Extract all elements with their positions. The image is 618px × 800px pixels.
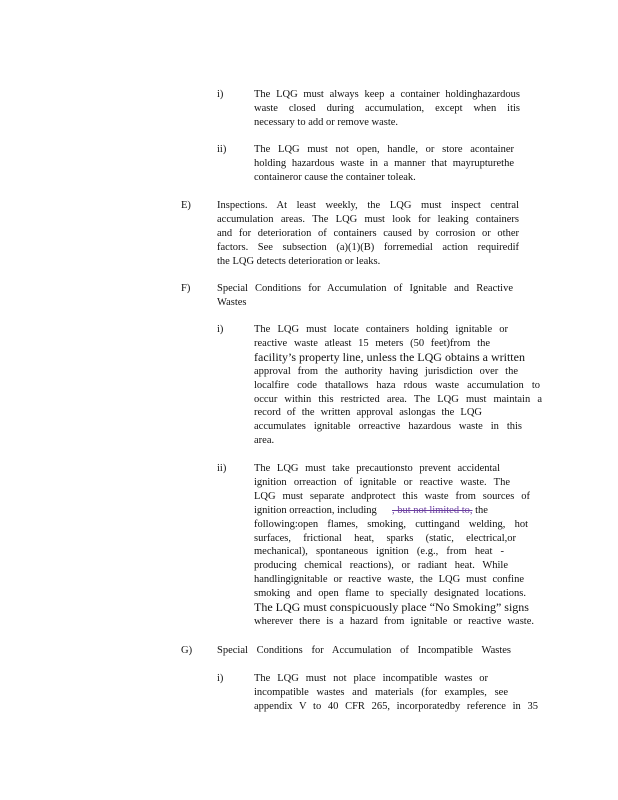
paragraph-e-i xyxy=(254,88,520,130)
paragraph-e-inspections xyxy=(217,199,519,269)
text-line: The LQG must not open, handle, or store acontainer xyxy=(254,144,514,155)
text-line: producing chemical reactions), or radiant heat. While xyxy=(254,560,508,572)
heading-g-incompatible xyxy=(217,644,513,658)
text-line: The LQG must conspicuously place “No Smoking” signs xyxy=(254,600,529,615)
text-line: ignition orreaction of ignitable or reactive waste. The xyxy=(254,476,510,488)
item-label-e-i: i) xyxy=(217,89,224,100)
paragraph-g-i xyxy=(254,672,538,714)
text-segment: ignition orreaction, including xyxy=(254,504,377,516)
text-line: smoking and open flame to specially designated locations. xyxy=(254,588,526,600)
text-line: surfaces, frictional heat, sparks (static, electrical,or xyxy=(254,532,516,544)
paragraph-f-i xyxy=(254,323,542,448)
text-line: facility’s property line, unless the LQG obtains a written xyxy=(254,349,525,364)
text-line: The LQG must locate containers holding ignitable or xyxy=(254,324,508,335)
text-line: the LQG detects deterioration or leaks. xyxy=(217,255,381,267)
text-line: incompatible wastes and materials (for examples, see xyxy=(254,686,508,698)
section-label-e: E) xyxy=(181,200,191,211)
text-line: necessary to add or remove waste. xyxy=(254,116,399,128)
text-line: following:open flames, smoking, cuttingand welding, hot xyxy=(254,518,528,530)
text-line: holding hazardous waste in a manner that mayrupturethe xyxy=(254,157,514,169)
text-line-with-strikethrough xyxy=(254,504,530,518)
text-line: handlingignitable or reactive waste, the LQG must confine xyxy=(254,574,524,586)
section-label-g: G) xyxy=(181,645,193,656)
text-line: LQG must separate andprotect this waste from sources of xyxy=(254,490,530,502)
text-line: localfire code thatallows haza rdous waste accumulation to xyxy=(254,379,540,391)
text-line: reactive waste atleast 15 meters (50 feet)from the xyxy=(254,337,490,349)
text-line: accumulates ignitable orreactive hazardous waste in this xyxy=(254,421,522,433)
text-line: Special Conditions for Accumulation of Incompatible Wastes xyxy=(217,645,511,656)
section-label-f: F) xyxy=(181,283,191,294)
text-line: The LQG must always keep a container holdinghazardous xyxy=(254,89,520,100)
paragraph-f-ii xyxy=(254,462,534,629)
item-label-g-i: i) xyxy=(217,673,224,684)
text-line: Special Conditions for Accumulation of Ignitable and Reactive xyxy=(217,283,513,294)
text-line: area. xyxy=(254,435,275,447)
text-line: The LQG must not place incompatible wastes or xyxy=(254,673,488,684)
text-line: appendix V to 40 CFR 265, incorporatedby reference in 35 xyxy=(254,700,538,712)
struck-text: , but not limited to, xyxy=(392,504,473,516)
text-line: wherever there is a hazard from ignitable or reactive waste. xyxy=(254,615,534,627)
text-line: mechanical), spontaneous ignition (e.g., from heat - xyxy=(254,546,504,558)
heading-f-ignitable-reactive xyxy=(217,282,513,310)
text-line: Wastes xyxy=(217,296,247,308)
text-line: occur within this restricted area. The LQG must maintain a xyxy=(254,393,542,405)
text-line: The LQG must take precautionsto prevent accidental xyxy=(254,463,500,474)
text-line: Inspections. At least weekly, the LQG must inspect central xyxy=(217,200,519,211)
item-label-e-ii: ii) xyxy=(217,144,227,155)
paragraph-e-ii xyxy=(254,143,514,185)
text-line: factors. See subsection (a)(1)(B) forremedial action requiredif xyxy=(217,241,519,253)
text-segment: the xyxy=(475,504,488,516)
text-line: accumulation areas. The LQG must look for leaking containers xyxy=(217,213,519,225)
text-line: waste closed during accumulation, except when itis xyxy=(254,102,520,114)
text-line: approval from the authority having jurisdiction over the xyxy=(254,365,518,377)
text-line: containeror cause the container toleak. xyxy=(254,171,416,183)
item-label-f-i: i) xyxy=(217,324,224,335)
text-line: and for deterioration of containers caused by corrosion or other xyxy=(217,227,519,239)
text-line: record of the written approval aslongas the LQG xyxy=(254,407,482,419)
item-label-f-ii: ii) xyxy=(217,463,227,474)
